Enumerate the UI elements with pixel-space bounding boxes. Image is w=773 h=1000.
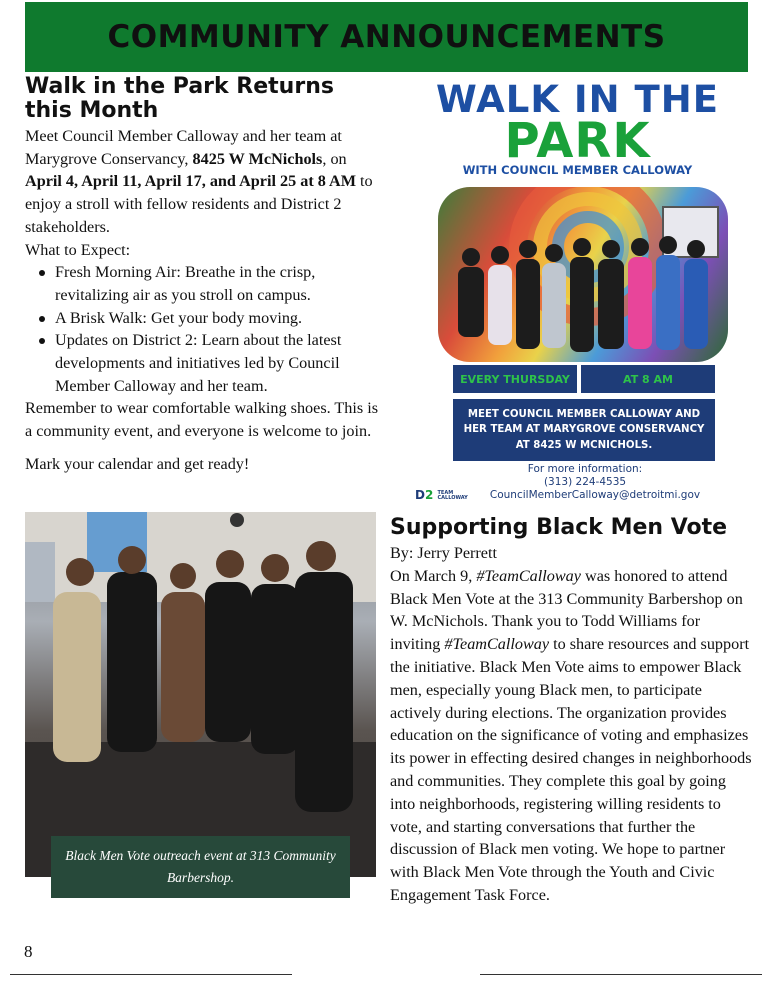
- banner-title: COMMUNITY ANNOUNCEMENTS: [107, 19, 666, 55]
- bmv-article: [390, 516, 752, 907]
- list-item: Updates on District 2: Learn about the latest developments and initiatives led by Council Member Calloway and her team.: [55, 329, 385, 397]
- bmv-hashtag: #TeamCalloway: [444, 635, 550, 654]
- flyer-contact-info: [465, 463, 705, 502]
- walk-address: 8425 W McNichols: [192, 149, 323, 168]
- footer-rule-left: [10, 974, 292, 975]
- walk-heading: Walk in the Park Returns this Month: [25, 74, 334, 123]
- flyer-subtitle: WITH COUNCIL MEMBER CALLOWAY: [462, 163, 693, 177]
- bmv-text: On March 9,: [390, 566, 477, 585]
- bmv-body: [390, 565, 752, 907]
- flyer-title-line1: WALK IN THE: [435, 78, 719, 121]
- flyer-time-box: AT 8 AM: [581, 365, 715, 393]
- barbershop-photo: [25, 512, 376, 877]
- walk-intro: [25, 125, 385, 239]
- walk-intro-text: , on: [322, 149, 347, 168]
- bmv-text: was honored to attend Black Men Vote at the 313 Community Barbershop on W. McNichols. Thank you to Todd Williams for inviting: [390, 566, 743, 654]
- walk-intro-text: Meet Council Member Calloway and her team at Marygrove Conservancy,: [25, 127, 342, 168]
- bmv-hashtag: #TeamCalloway: [476, 566, 581, 585]
- team-calloway-logo-icon: [415, 488, 468, 502]
- walk-reminder: Remember to wear comfortable walking shoes. This is a community event, and everyone is welcome to join.: [25, 399, 379, 441]
- bmv-text: to share resources and support the initiative. Black Men Vote aims to empower Black men, especially young Black men, to participate actively during elections. The organization provides education on the significance of voting and emphasizes its power in effecting desired changes in neighborhoods and communities. They complete this goal by going into neighborhoods, registering willing residents to vote, and starting conversations that further the discussion of Black men voting. We hope to partner with Black Men Vote through the Youth and Civic Engagement Task Force.: [390, 635, 752, 904]
- list-item: Fresh Morning Air: Breathe in the crisp, revitalizing air as you stroll on campus.: [55, 261, 385, 306]
- footer-rule-right: [480, 974, 762, 975]
- logo-number: 2: [424, 488, 434, 502]
- walk-flyer: [405, 75, 750, 505]
- flyer-title-line2: PARK: [504, 113, 651, 169]
- bmv-heading: Supporting Black Men Vote: [390, 515, 728, 540]
- expect-list: [25, 261, 385, 397]
- list-item: A Brisk Walk: Get your body moving.: [55, 307, 385, 330]
- walk-intro-text: to enjoy a stroll with fellow residents and District 2 stakeholders.: [25, 172, 373, 236]
- group-photo-illustration: [438, 187, 728, 362]
- walk-article: [25, 75, 385, 476]
- announcements-banner: [25, 2, 748, 72]
- flyer-time-boxes: [453, 365, 715, 393]
- bmv-byline: By: Jerry Perrett: [390, 544, 497, 562]
- flyer-phone: (313) 224-4535: [543, 476, 627, 488]
- flyer-group-photo: [438, 187, 728, 362]
- flyer-meet-box: MEET COUNCIL MEMBER CALLOWAY AND HER TEAM AT MARYGROVE CONSERVANCY AT 8425 W MCNICHOLS.: [453, 399, 715, 461]
- barbershop-photo-illustration: [25, 512, 376, 877]
- barbershop-photo-caption: Black Men Vote outreach event at 313 Community Barbershop.: [51, 836, 350, 898]
- logo-letter: D: [415, 488, 425, 502]
- flyer-day-box: EVERY THURSDAY: [453, 365, 577, 393]
- page-number: 8: [24, 942, 33, 961]
- flyer-email: CouncilMemberCalloway@detroitmi.gov: [489, 489, 701, 501]
- logo-small-text: TEAM CALLOWAY: [437, 489, 468, 501]
- flyer-info-label: For more information:: [527, 463, 643, 475]
- expect-label: What to Expect:: [25, 240, 131, 259]
- walk-dates: April 4, April 11, April 17, and April 25 at 8 AM: [25, 172, 356, 191]
- walk-closing: Mark your calendar and get ready!: [25, 454, 250, 473]
